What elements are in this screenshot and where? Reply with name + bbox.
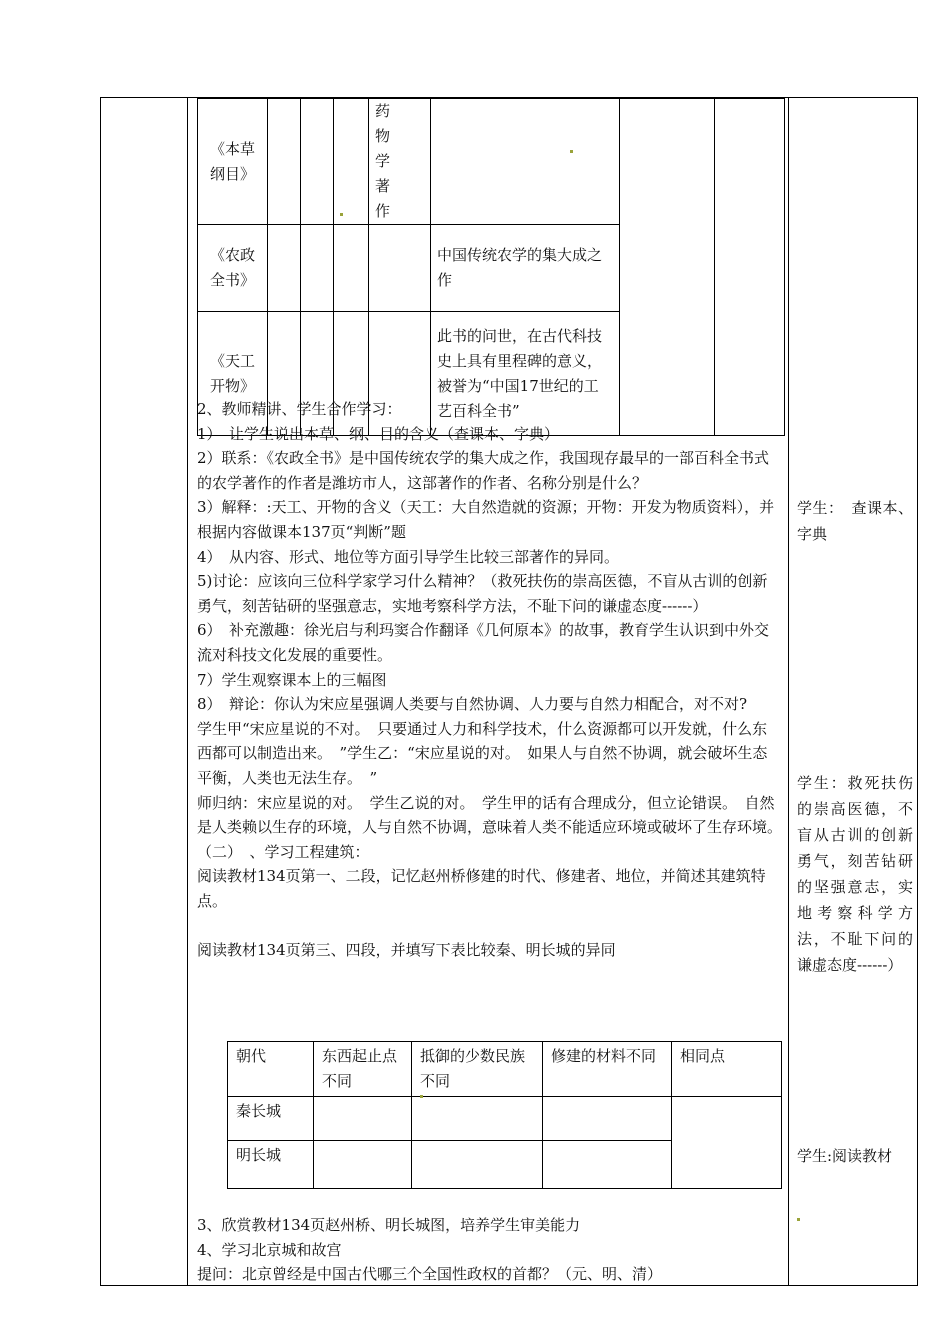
header-cell: 朝代 (228, 1042, 314, 1097)
header-cell: 修建的材料不同 (543, 1042, 672, 1097)
table-header-row (228, 1042, 782, 1097)
header-cell: 东西起止点不同 (314, 1042, 412, 1097)
text-line: （二） 、学习工程建筑： (197, 842, 370, 861)
text-line: 5)讨论：应该向三位科学家学习什么精神？（救死扶伤的崇高医德，不盲从古训的创新勇气，刻苦钻研的坚强意志，实地考察科学方法，不耻下问的谦虚态度------） (197, 572, 768, 615)
book-name-cell: 《本草纲目》 (198, 99, 268, 225)
student-activity-note: 学生：救死扶伤的崇高医德，不盲从古训的创新勇气，刻苦钻研的坚强意志，实地考察科学方法，不耻下问的谦虚态度------） (797, 774, 913, 974)
empty-cell (715, 99, 785, 436)
great-wall-table (227, 1041, 782, 1189)
text-line: 学生甲“宋应星说的不对。 只要通过人力和科学技术，什么资源都可以开发就，什么东西都可以制造出来。 ”学生乙：“宋应星说的对。 如果人与自然不协调，就会破坏生态平衡，人类也无法生存。 ” (197, 719, 768, 787)
lesson-body-continued (197, 1213, 782, 1287)
student-activity-note: 学生:阅读教材 (797, 1147, 893, 1165)
column-divider-right (788, 97, 789, 1286)
header-cell: 相同点 (672, 1042, 782, 1097)
row-label-cell: 明长城 (228, 1141, 314, 1189)
text-line: 阅读教材134页第一、二段，记忆赵州桥修建的时代、修建者、地位，并简述其建筑特点。 (197, 867, 766, 910)
lesson-body (197, 397, 782, 963)
science-books-table (197, 98, 785, 436)
row-label-cell: 秦长城 (228, 1097, 314, 1141)
empty-cell (620, 99, 715, 436)
table-row (198, 99, 785, 225)
significance-cell: 此书的问世，在古代科技史上具有里程碑的意义，被誉为“中国17世纪的工艺百科全书” (431, 312, 620, 436)
category-cell (369, 225, 431, 312)
text-line: 阅读教材134页第三、四段，并填写下表比较秦、明长城的异同 (197, 941, 616, 960)
speck-mark (797, 1218, 800, 1221)
text-line: 1） 让学生说出本草、纲、目的含义（查课本、字典） (197, 424, 560, 443)
text-line: 2、教师精讲、学生合作学习： (197, 400, 402, 418)
empty-cell (672, 1097, 782, 1189)
speck-mark (340, 213, 343, 216)
book-name-cell: 《天工开物》 (198, 312, 268, 436)
significance-cell: 中国传统农学的集大成之作 (431, 225, 620, 312)
text-line: 4、学习北京城和故宫 (197, 1240, 342, 1259)
text-line: 师归纳：宋应星说的对。 学生乙说的对。 学生甲的话有合理成分，但立论错误。 自然是人类赖以生存的环境，人与自然不协调，意味着人类不能适应环境或破坏了生存环境。 (197, 793, 783, 837)
column-divider-left (187, 97, 188, 1286)
student-activity-note: 学生： 查课本、字典 (797, 499, 913, 543)
text-line: 3）解释：:天工、开物的含义（天工：大自然造就的资源；开物：开发为物质资料），并根据内容做课本137页“判断”题 (197, 498, 775, 541)
table-row (228, 1097, 782, 1141)
significance-cell (431, 99, 620, 225)
text-line: 6） 补充激趣：徐光启与利玛窦合作翻译《几何原本》的故事，教育学生认识到中外交流对科技文化发展的重要性。 (197, 621, 770, 664)
header-cell: 抵御的少数民族不同 (412, 1042, 543, 1097)
text-line: 8） 辩论：你认为宋应星强调人类要与自然协调、人力要与自然力相配合，对不对? (197, 695, 748, 714)
speck-mark (570, 150, 573, 153)
text-line: 7）学生观察课本上的三幅图 (197, 670, 387, 689)
text-line: 2）联系：《农政全书》是中国传统农学的集大成之作，我国现存最早的一部百科全书式的农学著作的作者是潍坊市人，这部著作的作者、名称分别是什么？ (197, 449, 770, 492)
text-line: 3、欣赏教材134页赵州桥、明长城图，培养学生审美能力 (197, 1216, 581, 1234)
category-cell: 药物学著作 (369, 99, 431, 225)
book-name-cell: 《农政全书》 (198, 225, 268, 312)
blank-line (197, 913, 782, 938)
speck-mark (420, 1095, 423, 1098)
text-line: 4） 从内容、形式、地位等方面引导学生比较三部著作的异同。 (197, 547, 620, 566)
text-line: 提问：北京曾经是中国古代哪三个全国性政权的首都？（元、明、清） (197, 1265, 663, 1284)
